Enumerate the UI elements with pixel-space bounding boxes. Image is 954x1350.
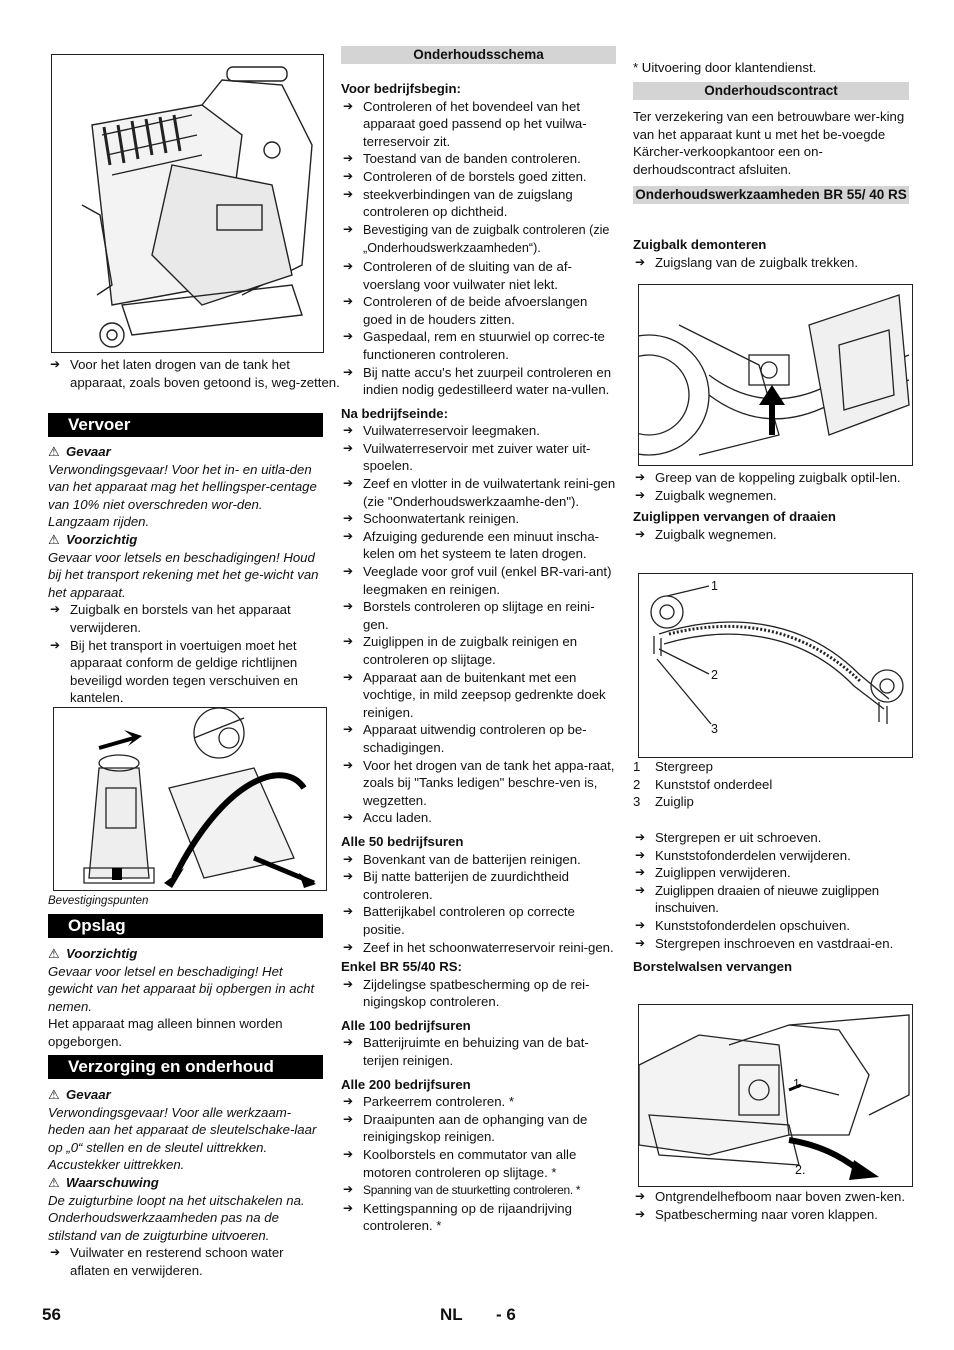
arrow-right-icon: ➔ [50,602,61,617]
machine-tilted-illustration [52,55,323,352]
list-item: ➔ Greep van de koppeling zuigbalk optil-len. [635,470,901,485]
arrow-right-icon: ➔ [635,470,646,484]
section-heading-onderhoudscontract: Onderhoudscontract [633,82,909,100]
subheading: Alle 200 bedrijfsuren [341,1076,471,1092]
arrow-right-icon: ➔ [50,637,61,652]
list-item: ➔ Voor het laten drogen van de tank het apparaat, zoals boven getoond is, weg-zetten. [50,357,340,390]
arrow-right-icon: ➔ [343,221,354,236]
arrow-right-icon: ➔ [343,939,354,954]
arrow-right-icon: ➔ [635,487,646,502]
arrow-right-icon: ➔ [343,1182,354,1197]
arrow-right-icon: ➔ [343,669,354,684]
section-heading-opslag: Opslag [48,914,323,938]
list-na [341,422,616,827]
list-item: ➔ Spatbescherming naar voren klappen. [635,1206,878,1222]
list-item: ➔ Bij natte accu's het zuurpeil controleren en indien nodig gedestilleerd water na-vullen. [343,364,612,398]
list-item: ➔ Schoonwatertank reinigen. [343,511,520,527]
list-item: ➔ Spanning van de stuurketting controleren. * [343,1182,581,1198]
figure-caption: Bevestigingspunten [48,895,149,907]
arrow-right-icon: ➔ [343,599,354,614]
storage-text: Het apparaat mag alleen binnen worden opgeborgen. [48,1016,283,1049]
arrow-right-icon: ➔ [343,757,354,772]
section-heading-onderhoudsschema: Onderhoudsschema [341,46,616,64]
squeegee-coupling-illustration [639,285,912,465]
list-item: ➔ Zijdelingse spatbescherming op de rei-nigingskop controleren. [343,976,590,1010]
list-voor [341,98,616,399]
list-item: ➔ Accu laden. [343,810,432,826]
arrow-right-icon: ➔ [343,976,354,991]
figure-squeegee-parts [638,573,913,758]
caution-text: Gevaar voor letsels en beschadigingen! Houd bij het transport rekening met het ge-wicht van het apparaat. [48,549,319,600]
arrow-right-icon: ➔ [343,634,354,649]
arrow-right-icon: ➔ [343,851,354,866]
list-item: ➔ Controleren of de beide afvoerslangen goed in de houders zitten. [343,294,588,327]
arrow-right-icon: ➔ [343,528,354,543]
legend-item: 3 Zuiglip [633,794,694,810]
arrow-right-icon: ➔ [635,935,646,950]
section-heading-verzorging: Verzorging en onderhoud [48,1055,323,1079]
caution-text: Gevaar voor letsel en beschadiging! Het gewicht van het apparaat bij opbergen in acht nemen. [48,963,315,1014]
squeegee-parts-illustration [639,574,912,757]
arrow-right-icon: ➔ [635,882,646,897]
list-item: ➔ Bij het transport in voertuigen moet het apparaat conform de geldige richtlijnen beveiligd worden tegen verschuiven en kantelen. [50,637,298,706]
arrow-right-icon: ➔ [343,722,354,737]
warning-label: ⚠ Waarschuwing [48,1174,159,1190]
warning-text: De zuigturbine loopt na het uitschakelen na. Onderhoudswerkzaamheden pas na de stilstand van de zuigturbine uitvoeren. [48,1192,305,1243]
subheading: Zuiglippen vervangen of draaien [633,509,836,525]
subheading: Voor bedrijfsbegin: [341,81,461,96]
arrow-right-icon: ➔ [635,1189,646,1203]
list-item: ➔ Kunststofonderdelen opschuiven. [635,917,851,933]
subheading: Na bedrijfseinde: [341,405,448,421]
arrow-right-icon: ➔ [635,917,646,932]
warning-triangle-icon: ⚠ [48,531,60,547]
list-item: ➔ Apparaat uitwendig controleren op be-schadigingen. [343,722,587,755]
arrow-right-icon: ➔ [343,151,354,166]
arrow-right-icon: ➔ [343,258,354,273]
arrow-right-icon: ➔ [343,364,354,379]
subheading: Alle 50 bedrijfsuren [341,833,464,849]
subheading: Enkel BR 55/40 RS: [341,959,462,975]
brush-replace-illustration [639,1005,912,1186]
arrow-right-icon: ➔ [635,1206,646,1221]
subheading: Zuigbalk demonteren [633,237,767,252]
list-item: ➔ Controleren of de sluiting van de af-voerslang voor vuilwater niet lekt. [343,258,572,292]
arrow-right-icon: ➔ [50,357,61,371]
list-item: ➔ Zeef in het schoonwaterreservoir reini-gen. [343,939,614,955]
figure-label-1: 1 [711,579,718,593]
figure-label-2: 2 [711,668,718,682]
arrow-right-icon: ➔ [343,1094,354,1109]
warning-triangle-icon: ⚠ [48,1087,60,1102]
arrow-right-icon: ➔ [635,254,646,269]
caution-label: ⚠ Voorzichtig [48,946,138,961]
subheading: Borstelwalsen vervangen [633,959,793,975]
list-item: ➔ Bevestiging van de zuigbalk controleren (zie „Onderhoudswerkzaamheden“). [343,221,610,256]
list-item: ➔ Zuigbalk wegnemen. [635,487,777,503]
arrow-right-icon: ➔ [343,98,354,113]
figure-label-2: 2. [795,1163,806,1177]
arrow-right-icon: ➔ [343,1035,354,1050]
figure-brush-replace [638,1004,913,1187]
arrow-right-icon: ➔ [343,1147,354,1162]
list-item: ➔ steekverbindingen van de zuigslang controleren op dichtheid. [343,186,573,220]
legend-item: 2 Kunststof onderdeel [633,776,773,792]
list-item: ➔ Zuiglippen verwijderen. [635,865,791,881]
figure-machine-tilted [51,54,324,353]
warning-label: ⚠ Gevaar [48,444,111,459]
warning-triangle-icon: ⚠ [48,946,60,961]
arrow-right-icon: ➔ [343,869,354,884]
arrow-right-icon: ➔ [343,904,354,919]
list-item: ➔ Parkeerrem controleren. * [343,1094,514,1110]
list-item: ➔ Kettingspanning op de rijaandrijving controleren. * [343,1200,572,1234]
arrow-right-icon: ➔ [50,1245,61,1260]
footnote: * Uitvoering door klantendienst. [633,60,817,75]
list-item: ➔ Controleren of het bovendeel van het apparaat goed passend op het vuilwa-terreservoir zit. [343,98,587,149]
contract-text: Ter verzekering van een betrouwbare wer-king van het apparaat kunt u met het be-voegde Kärcher-verkoopkantoor een on-derhoudscontract afsluiten. [633,109,905,177]
list-item: ➔ Toestand van de banden controleren. [343,151,581,167]
list-item: ➔ Batterijkabel controleren op correcte positie. [343,904,575,937]
list-item: ➔ Gaspedaal, rem en stuurwiel op correc-te functioneren controleren. [343,329,605,362]
arrow-right-icon: ➔ [343,294,354,309]
list-item: ➔ Zuiglippen in de zuigbalk reinigen en controleren op slijtage. [343,634,578,667]
warning-triangle-icon: ⚠ [48,444,60,459]
warning-text: Verwondingsgevaar! Voor alle werkzaam-heden aan het apparaat de sleutelschake-laar op „0“ stellen en de sleutel uittrekken. Accustekker uittrekken. [48,1104,317,1173]
arrow-right-icon: ➔ [635,865,646,880]
arrow-right-icon: ➔ [343,329,354,344]
list-item: ➔ Zuiglippen draaien of nieuwe zuiglippen inschuiven. [635,882,879,916]
list-item: ➔ Zuigslang van de zuigbalk trekken. [635,254,859,270]
list-item: ➔ Ontgrendelhefboom naar boven zwen-ken. [635,1189,905,1204]
list-item: ➔ Controleren of de borstels goed zitten. [343,168,587,184]
list-item: ➔ Voor het drogen van de tank het appa-raat, zoals bij "Tanks ledigen" beschre-ven is, wegzetten. [343,757,615,808]
list-item: ➔ Vuilwaterreservoir leegmaken. [343,423,540,439]
arrow-right-icon: ➔ [343,476,354,491]
list-item: ➔ Kunststofonderdelen verwijderen. [635,847,851,863]
list-item: ➔ Zeef en vlotter in de vuilwatertank reini-gen (zie "Onderhoudswerkzaamhe-den"). [343,476,616,509]
legend-item: 1 Stergreep [633,759,713,774]
warning-label: ⚠ Gevaar [48,1087,111,1102]
arrow-right-icon: ➔ [343,423,354,438]
arrow-right-icon: ➔ [635,526,646,541]
arrow-right-icon: ➔ [343,564,354,579]
list-item: ➔ Apparaat aan de buitenkant met een vochtige, in mild zeepsop gedrenkte doek reinigen. [343,669,606,720]
arrow-right-icon: ➔ [343,440,354,455]
list-item: ➔ Stergrepen er uit schroeven. [635,830,822,845]
list-item: ➔ Afzuiging gedurende een minuut inscha-kelen om het systeem te laten drogen. [343,528,600,562]
language-code: NL [440,1305,463,1324]
subheading: Alle 100 bedrijfsuren [341,1017,471,1033]
list-item: ➔ Draaipunten aan de ophanging van de reinigingskop reinigen. [343,1111,588,1145]
list-item: ➔ Zuigbalk wegnemen. [635,526,777,542]
list-item: ➔ Vuilwater en resterend schoon water aflaten en verwijderen. [50,1245,284,1278]
list-item: ➔ Bovenkant van de batterijen reinigen. [343,851,581,867]
arrow-right-icon: ➔ [343,168,354,183]
list-item: ➔ Koolborstels en commutator van alle motoren controleren op slijtage. * [343,1147,577,1180]
list-item: ➔ Borstels controleren op slijtage en reini-gen. [343,599,595,632]
section-heading-werkzaamheden: Onderhoudswerkzaamheden BR 55/ 40 RS [633,186,909,204]
arrow-right-icon: ➔ [635,830,646,844]
arrow-right-icon: ➔ [343,1111,354,1126]
figure-fastening-points [53,707,327,891]
arrow-right-icon: ➔ [343,511,354,526]
list-item: ➔ Stergrepen inschroeven en vastdraai-en. [635,935,894,951]
list-item: ➔ Veeglade voor grof vuil (enkel BR-vari-ant) leegmaken en reinigen. [343,564,612,597]
list-item: ➔ Bij natte batterijen de zuurdichtheid controleren. [343,869,570,902]
figure-label-3: 3 [711,722,718,736]
arrow-right-icon: ➔ [343,810,354,825]
section-heading-vervoer: Vervoer [48,413,323,437]
list-item: ➔ Zuigbalk en borstels van het apparaat verwijderen. [50,602,291,635]
arrow-right-icon: ➔ [343,1200,354,1215]
fastening-points-illustration [54,708,326,890]
arrow-right-icon: ➔ [635,847,646,862]
caution-label: ⚠ Voorzichtig [48,531,138,547]
warning-text: Verwondingsgevaar! Voor het in- en uitla-den van het apparaat mag het hellingsper-centage van 10% niet overschreden wor-den. Langzaam rijden. [48,461,317,530]
warning-triangle-icon: ⚠ [48,1174,60,1190]
arrow-right-icon: ➔ [343,186,354,201]
list-item: ➔ Vuilwaterreservoir met zuiver water uit-spoelen. [343,440,591,474]
list-item: ➔ Batterijruimte en behuizing van de bat-terijen reinigen. [343,1035,589,1069]
page-number: 56 [42,1305,61,1324]
figure-label-1: 1 [793,1077,800,1091]
figure-squeegee-coupling [638,284,913,466]
sub-page-number: - 6 [496,1305,516,1324]
